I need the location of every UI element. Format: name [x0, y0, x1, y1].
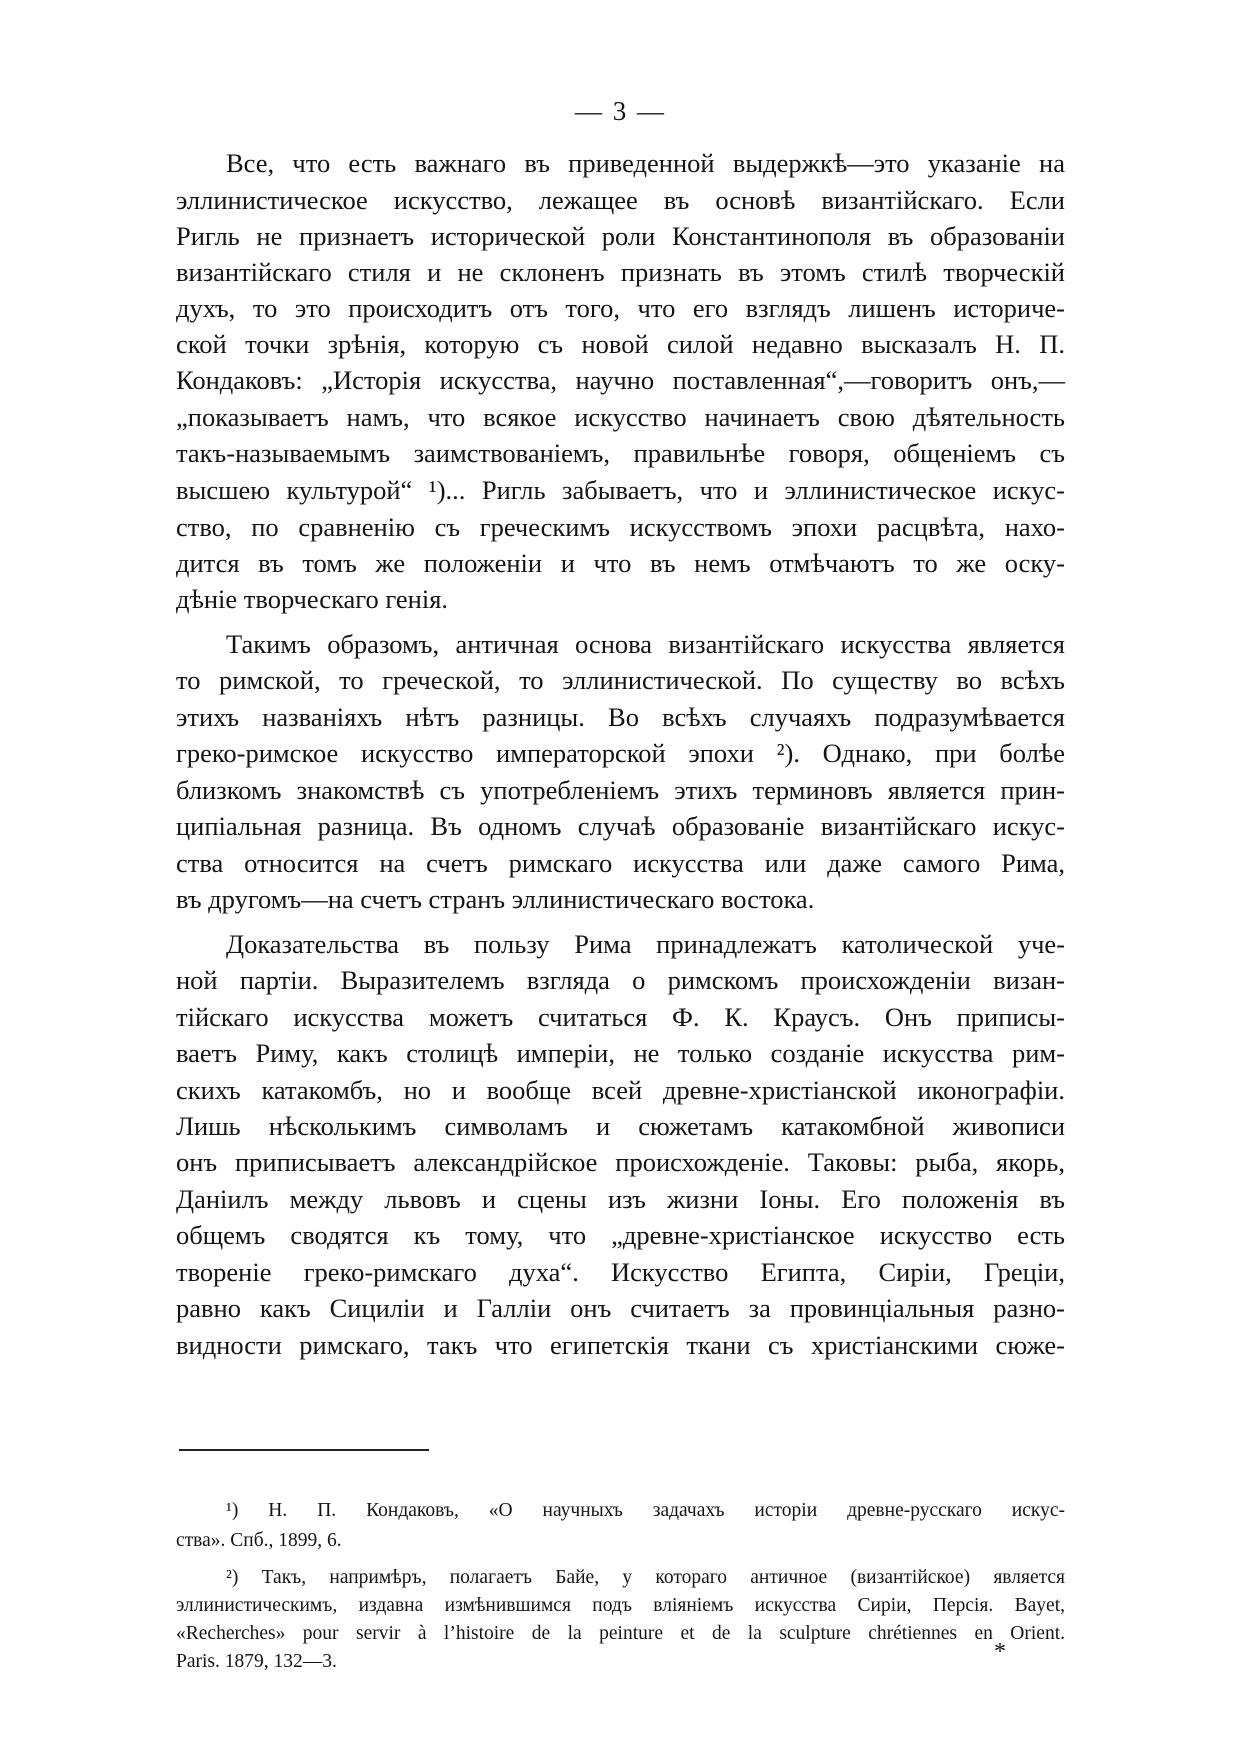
- footnote-line: эллинистическимъ, издавна измѣнившимся подъ вліяніемъ искусства Сиріи, Персія. Bayet,: [176, 1595, 1065, 1616]
- text-line: ципіальная разница. Въ одномъ случаѣ образованіе византійскаго искус-: [176, 811, 1065, 841]
- footnote-line: Paris. 1879, 132—3.: [176, 1651, 337, 1672]
- text-line: греко-римское искусство императорской эпохи ²). Однако, при болѣе: [176, 738, 1065, 768]
- footnote-line: ¹) Н. П. Кондаковъ, «О научныхъ задачахъ исторіи древне-русскаго искус-: [226, 1500, 1065, 1521]
- text-line: дѣніе творческаго генія.: [176, 584, 449, 614]
- text-line: видности римскаго, такъ что египетскія ткани съ христіанскими сюже-: [176, 1330, 1065, 1360]
- footnote-line: «Recherches» pour servir à l’histoire de la peinture et de la sculpture chrétiennes en Orient.: [176, 1623, 1065, 1644]
- text-line: Такимъ образомъ, античная основа византійскаго искусства является: [226, 629, 1065, 659]
- text-line: высшею культурой“ ¹)... Ригль забываетъ, что и эллинистическое искус-: [176, 475, 1065, 505]
- text-line: эллинистическое искусство, лежащее въ основѣ византійскаго. Если: [176, 185, 1065, 215]
- text-line: „показываетъ намъ, что всякое искусство начинаетъ свою дѣятельность: [176, 402, 1065, 432]
- footnote-line: ства». Спб., 1899, 6.: [176, 1530, 342, 1551]
- text-line: византійскаго стиля и не склоненъ признать въ этомъ стилѣ творческій: [176, 257, 1065, 287]
- footnote-line: ²) Такъ, напримѣръ, полагаетъ Байе, у котораго античное (византійское) является: [226, 1567, 1065, 1588]
- text-line: ство, по сравненію съ греческимъ искусствомъ эпохи расцвѣта, нахо-: [176, 512, 1065, 542]
- text-line: скихъ катакомбъ, но и вообще всей древне-христіанской иконографіи.: [176, 1075, 1065, 1105]
- signature-mark: *: [994, 1639, 1006, 1665]
- text-line: общемъ сводятся къ тому, что „древне-христіанское искусство есть: [176, 1220, 1065, 1250]
- text-line: ской точки зрѣнія, которую съ новой силой недавно высказалъ Н. П.: [176, 329, 1065, 359]
- text-line: Лишь нѣсколькимъ символамъ и сюжетамъ катакомбной живописи: [176, 1111, 1065, 1141]
- text-line: Ригль не признаетъ исторической роли Константинополя въ образованіи: [176, 221, 1065, 251]
- text-line: онъ приписываетъ александрійское происхожденіе. Таковы: рыба, якорь,: [176, 1147, 1065, 1177]
- text-line: Кондаковъ: „Исторія искусства, научно поставленная“,—говоритъ онъ,—: [176, 365, 1065, 395]
- text-line: духъ, то это происходитъ отъ того, что его взглядъ лишенъ историче-: [176, 293, 1065, 323]
- text-line: ваетъ Риму, какъ столицѣ имперіи, не только созданіе искусства рим-: [176, 1038, 1065, 1068]
- footnote-divider: [179, 1449, 429, 1451]
- page-number: — 3 —: [575, 96, 666, 126]
- text-line: дится въ томъ же положеніи и что въ немъ отмѣчаютъ то же оску-: [176, 548, 1065, 578]
- text-line: ства относится на счетъ римскаго искусства или даже самого Рима,: [176, 848, 1065, 878]
- text-line: въ другомъ—на счетъ странъ эллинистическаго востока.: [176, 884, 815, 914]
- text-line: Все, что есть важнаго въ приведенной выдержкѣ—это указаніе на: [226, 148, 1065, 178]
- text-line: то римской, то греческой, то эллинистической. По существу во всѣхъ: [176, 665, 1065, 695]
- text-line: твореніе греко-римскаго духа“. Искусство Египта, Сиріи, Греціи,: [176, 1257, 1065, 1287]
- text-line: этихъ названіяхъ нѣтъ разницы. Во всѣхъ случаяхъ подразумѣвается: [176, 702, 1065, 732]
- text-line: Даніилъ между львовъ и сцены изъ жизни Іоны. Его положенія въ: [176, 1184, 1065, 1214]
- text-line: ной партіи. Выразителемъ взгляда о римскомъ происхожденіи визан-: [176, 965, 1065, 995]
- text-line: тійскаго искусства можетъ считаться Ф. К. Краусъ. Онъ приписы-: [176, 1002, 1065, 1032]
- text-line: близкомъ знакомствѣ съ употребленіемъ этихъ терминовъ является прин-: [176, 775, 1065, 805]
- text-line: Доказательства въ пользу Рима принадлежатъ католической уче-: [226, 929, 1065, 959]
- text-line: такъ-называемымъ заимствованіемъ, правильнѣе говоря, общеніемъ съ: [176, 438, 1065, 468]
- text-line: равно какъ Сициліи и Галліи онъ считаетъ за провинціальныя разно-: [176, 1293, 1065, 1323]
